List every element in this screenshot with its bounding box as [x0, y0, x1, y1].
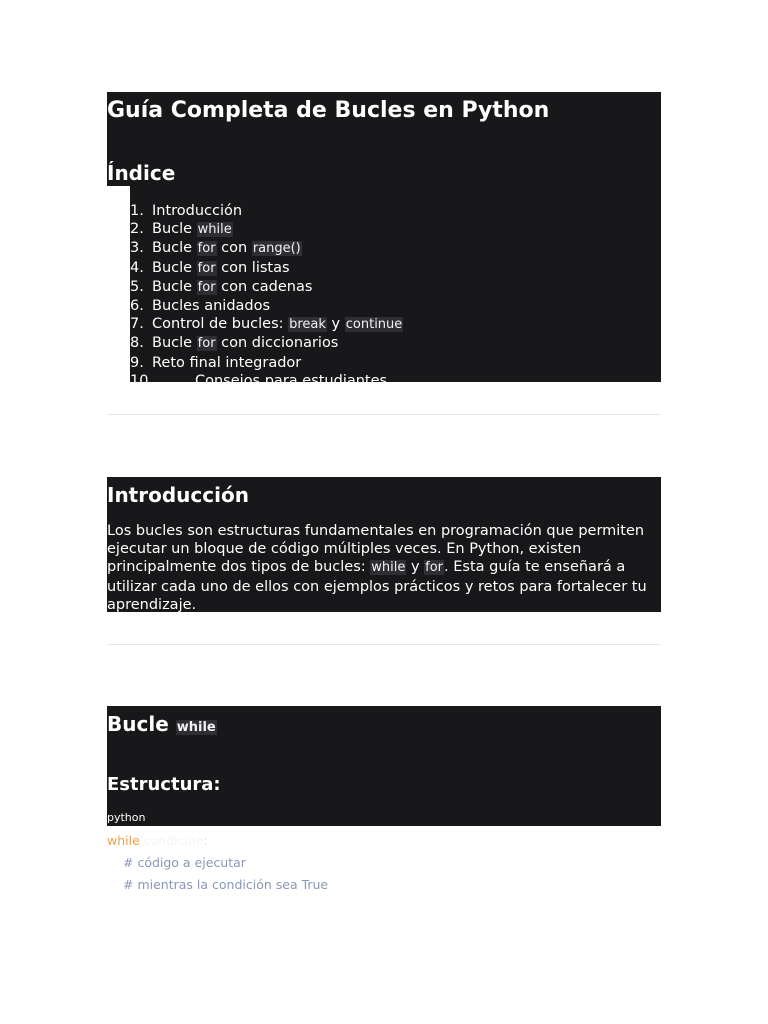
table-of-contents: [130, 202, 403, 390]
page-title: Guía Completa de Bucles en Python: [107, 98, 550, 123]
code-line-1: [107, 830, 328, 852]
toc-text: Bucle: [152, 259, 197, 276]
inline-code-for: for: [425, 560, 444, 576]
toc-item: [130, 334, 403, 353]
intro-paragraph: [107, 522, 661, 614]
code-colon: :: [203, 833, 208, 848]
toc-text: con diccionarios: [216, 335, 339, 352]
toc-inline-code: for: [197, 260, 216, 276]
toc-item: [130, 354, 403, 372]
toc-text: Bucle: [152, 278, 197, 295]
while-heading-code: while: [176, 720, 216, 735]
structure-subheading: Estructura:: [107, 774, 221, 795]
toc-number: 5.: [130, 278, 144, 295]
toc-text: Bucles anidados: [152, 298, 271, 315]
code-block: [107, 830, 328, 896]
toc-text: con cadenas: [216, 278, 313, 295]
toc-text: y: [326, 316, 345, 333]
toc-text: Reto final integrador: [152, 354, 302, 371]
toc-number: 3.: [130, 240, 144, 257]
section-divider: [107, 414, 661, 415]
while-block: [107, 706, 661, 826]
toc-text: Control de bucles:: [152, 316, 289, 333]
toc-item: [130, 220, 403, 239]
toc-text: Bucle: [152, 221, 197, 238]
toc-item: [130, 259, 403, 278]
toc-text: Consejos para estudiantes: [195, 372, 388, 389]
intro-block: [107, 477, 661, 612]
toc-item: [130, 239, 403, 258]
toc-text: Bucle: [152, 335, 197, 352]
code-comment-2: # mientras la condición sea True: [123, 877, 329, 892]
index-block: [107, 92, 661, 389]
code-language-label: python: [107, 811, 146, 824]
toc-inline-code: range(): [252, 241, 301, 257]
toc-number: 9.: [130, 354, 144, 371]
toc-number: 7.: [130, 316, 144, 333]
toc-inline-code: for: [197, 241, 216, 257]
toc-text: con: [216, 240, 252, 257]
toc-inline-code: for: [197, 279, 216, 295]
toc-item: [130, 372, 403, 390]
index-heading: Índice: [107, 161, 176, 185]
toc-number: 8.: [130, 335, 144, 352]
list-indent-gap: [107, 186, 130, 382]
intro-text-1: Los bucles son estructuras fundamentales en programación que permiten ejecutar un bloque de código múltiples veces. En Python, existen principalmente dos tipos de bucles:: [107, 523, 645, 576]
toc-item: [130, 202, 403, 220]
toc-inline-code: break: [289, 317, 326, 333]
intro-text-2: y: [406, 559, 425, 576]
toc-item: [130, 278, 403, 297]
while-heading: [107, 711, 217, 741]
section-divider: [107, 644, 661, 645]
toc-number: 2.: [130, 221, 144, 238]
inline-code-while: while: [371, 560, 406, 576]
intro-heading: Introducción: [107, 483, 249, 507]
toc-inline-code: while: [197, 222, 232, 238]
code-keyword: while: [107, 833, 140, 848]
code-condition: condición: [139, 833, 204, 848]
toc-item: [130, 315, 403, 334]
toc-inline-code: continue: [345, 317, 403, 333]
intro-text-3: . Esta guía te enseñará a utilizar cada uno de ellos con ejemplos prácticos y retos para fortalecer tu aprendizaje.: [107, 559, 647, 613]
toc-item: [130, 297, 403, 315]
toc-number: 1.: [130, 203, 144, 219]
toc-text: Bucle: [152, 240, 197, 257]
toc-number: 6.: [130, 298, 144, 315]
toc-number: 4.: [130, 259, 144, 276]
while-heading-text: Bucle: [107, 712, 176, 736]
toc-text: con listas: [216, 259, 290, 276]
code-comment-1: # código a ejecutar: [123, 855, 246, 870]
toc-text: Introducción: [152, 203, 243, 219]
toc-number: 10.: [130, 372, 154, 389]
toc-inline-code: for: [197, 336, 216, 352]
